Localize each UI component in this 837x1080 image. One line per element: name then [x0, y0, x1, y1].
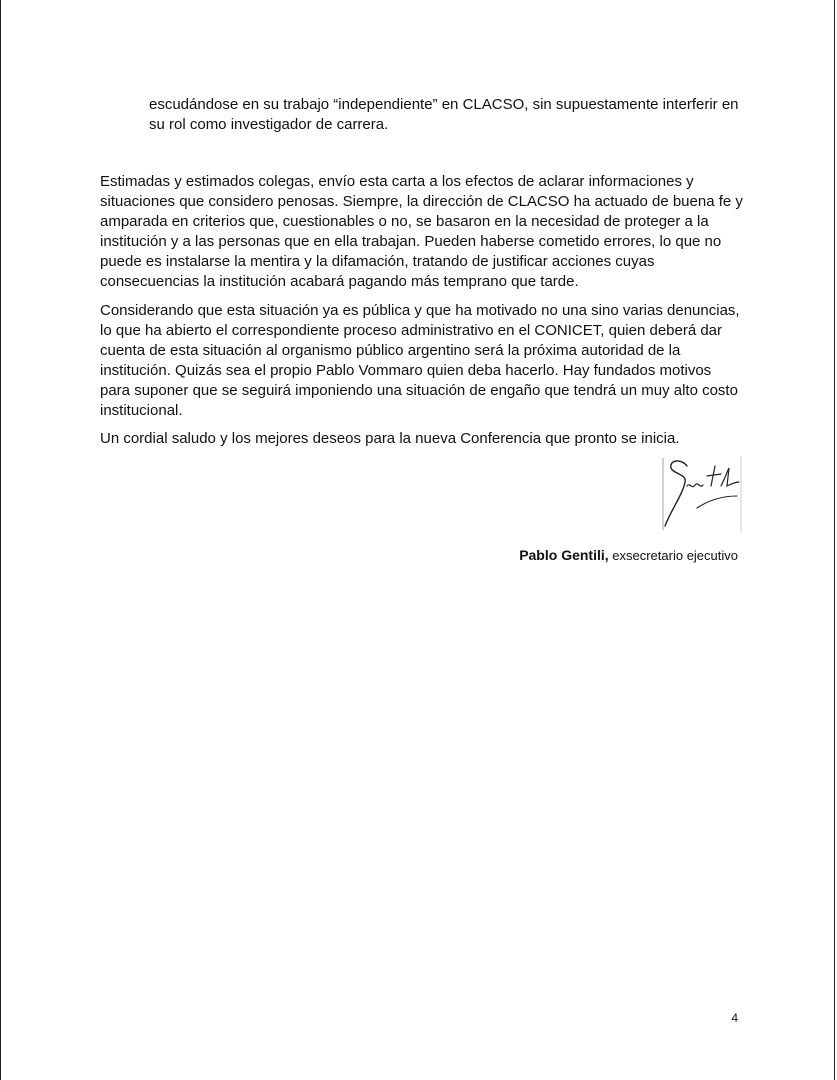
body-paragraph-2: Considerando que esta situación ya es pública y que ha motivado no una sino varias denuncias, lo que ha abierto el correspondiente proceso administrativo en el CONICET, quien deberá dar cuenta de esta situación al organismo público argentino será la próxima autoridad de la institución. Quizás sea el propio Pablo Vommaro quien deba hacerlo. Hay fundados motivos para suponer que se seguirá imponiendo una situación de engaño que tendrá un muy alto costo institucional. [100, 302, 740, 419]
signatory-name: Pablo Gentili, [519, 547, 609, 563]
continuation-paragraph: escudándose en su trabajo “independiente” en CLACSO, sin supuestamente interferir en su rol como investigador de carrera. [149, 96, 739, 133]
signature-line [519, 546, 738, 565]
signatory-title: exsecretario ejecutivo [608, 548, 738, 563]
page-number: 4 [731, 1011, 738, 1025]
body-paragraph-3: Un cordial saludo y los mejores deseos para la nueva Conferencia que pronto se inicia. [100, 430, 680, 447]
handwritten-signature-icon [657, 452, 747, 534]
body-paragraph-1: Estimadas y estimados colegas, envío esta carta a los efectos de aclarar informaciones y situaciones que considero penosas. Siempre, la dirección de CLACSO ha actuado de buena fe y amparada en criterios que, cuestionables o no, se basaron en la necesidad de proteger a la institución y a las personas que en ella trabajan. Pueden haberse cometido errores, lo que no puede es instalarse la mentira y la difamación, tratando de justificar acciones cuyas consecuencias la institución acabará pagando más temprano que tarde. [100, 173, 743, 290]
